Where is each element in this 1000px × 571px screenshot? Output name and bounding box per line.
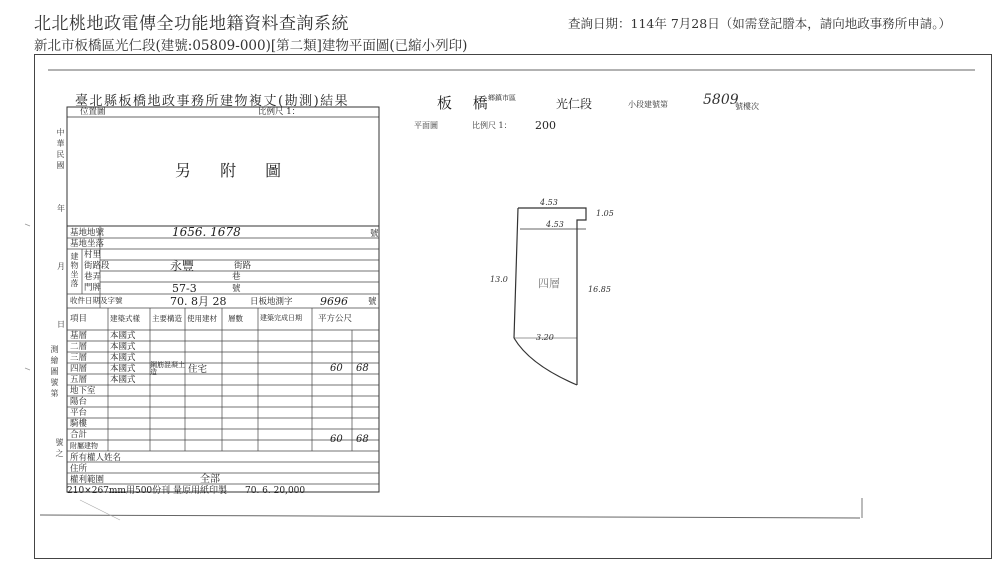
- plan-center-label: 四層: [538, 277, 560, 290]
- rights-value: 全部: [200, 474, 220, 485]
- permit-no-suffix: 號: [368, 297, 377, 307]
- row-attached: 附屬建物: [70, 442, 98, 450]
- permit-date: 70. 8月 28: [170, 295, 227, 308]
- alley-suffix: 巷: [232, 272, 241, 282]
- margin-tick: [25, 368, 30, 370]
- village-label: 村里: [84, 250, 102, 260]
- road-value: 永豐: [170, 259, 195, 273]
- row-style-4: 本國式: [110, 364, 136, 374]
- row-floor-4: 四層: [70, 364, 88, 374]
- col-header-floors: 層數: [228, 314, 243, 323]
- row-total: 合計: [70, 430, 88, 440]
- col-header-date: 建築完成日期: [260, 314, 302, 322]
- dim-right: 16.85: [588, 285, 611, 294]
- lane-label: 巷弄: [84, 272, 102, 282]
- permit-no-value: 9696: [320, 295, 348, 308]
- dim-left: 13.0: [490, 275, 508, 284]
- permit-label: 收件日期及字號: [70, 296, 123, 305]
- plan-scale-value: 200: [535, 119, 556, 132]
- plan-build-suffix: 號樓次: [735, 102, 759, 111]
- row-floor-3: 三層: [70, 353, 88, 363]
- owner-label: 所有權人姓名: [70, 453, 122, 463]
- col-header-item: 項目: [70, 314, 88, 324]
- form-footer: 210×267mm用500份刊 量原用紙印製 70. 6. 20,000: [67, 486, 306, 496]
- margin-era: 中華民國: [56, 128, 65, 172]
- col-header-area: 平方公尺: [318, 314, 353, 324]
- form-scale-label: 比例尺 1：: [258, 107, 301, 117]
- road-label: 街路段: [84, 261, 110, 271]
- header-title: 北北桃地政電傳全功能地籍資料查詢系統: [34, 14, 349, 34]
- plan-small-section: 小段建號第: [628, 100, 668, 109]
- dim-top: 4.53: [540, 198, 558, 207]
- row-area-dec-4: 68: [356, 363, 369, 374]
- dim-bottom: 3.20: [536, 333, 554, 342]
- query-date: 查詢日期：114年 7月28日（如需登記謄本，請向地政事務所申請。）: [568, 16, 951, 31]
- door-suffix: 號: [232, 284, 241, 294]
- scan-bottom-edge: [40, 515, 860, 518]
- rights-label: 權利範圍: [70, 475, 105, 485]
- plan-build-no: 5809: [703, 92, 739, 108]
- col-header-structure: 主要構造: [152, 314, 182, 323]
- row-area-int-4: 60: [330, 363, 343, 374]
- row-style-3: 本國式: [110, 353, 136, 363]
- row-style-2: 本國式: [110, 342, 136, 352]
- row-style-5: 本國式: [110, 375, 136, 385]
- plan-section: 光仁段: [556, 97, 593, 111]
- row-balcony: 陽台: [70, 397, 88, 407]
- dim-top-right: 1.05: [596, 209, 614, 218]
- permit-no-label: 日板地測字: [250, 297, 293, 307]
- location-map-label: 位置圖: [80, 107, 106, 117]
- margin-year: 年: [57, 204, 65, 213]
- base-source-label: 基地坐落: [70, 239, 105, 249]
- margin-day: 日: [57, 320, 65, 329]
- row-structure-4: 鋼筋混凝土造: [150, 361, 185, 376]
- address-label: 住所: [70, 464, 88, 474]
- form-title: 臺北縣板橋地政事務所建物複丈(勘測)結果: [75, 94, 350, 109]
- row-floor-2: 二層: [70, 342, 88, 352]
- row-floor-5: 五層: [70, 375, 88, 385]
- building-location-label: 建物坐落: [70, 252, 79, 288]
- dim-top-inner: 4.53: [546, 220, 564, 229]
- row-platform: 平台: [70, 408, 88, 418]
- header-subtitle: 新北市板橋區光仁段(建號:05809-000)[第二類]建物平面圖(已縮小列印): [34, 38, 468, 54]
- base-lot-label: 基地地號: [70, 228, 105, 238]
- row-arcade: 騎樓: [70, 419, 88, 429]
- margin-tick: [80, 500, 120, 520]
- margin-month: 月: [57, 262, 65, 271]
- floor-plan-outline: [514, 208, 586, 385]
- plan-scale-label: 比例尺 1：: [472, 121, 512, 130]
- margin-tick: [25, 224, 30, 226]
- row-use-4: 住宅: [188, 364, 208, 375]
- total-area-dec: 68: [356, 434, 369, 445]
- base-lot-suffix: 號: [370, 229, 379, 239]
- plan-section-label: 鄉鎮市區: [488, 94, 516, 102]
- door-label: 門牌: [84, 283, 102, 293]
- margin-survey-no: 測繪圖號第: [50, 345, 59, 400]
- row-style-1: 本國式: [110, 331, 136, 341]
- col-header-material: 使用建材: [187, 314, 217, 323]
- row-floor-1: 基層: [70, 331, 88, 341]
- row-basement: 地下室: [70, 386, 96, 396]
- base-lot-value: 1656. 1678: [172, 225, 241, 239]
- plan-plane-map: 平面圖: [414, 121, 438, 130]
- plan-district: 板 橋: [437, 94, 496, 112]
- road-suffix: 街路: [234, 261, 252, 271]
- door-value: 57-3: [172, 282, 197, 295]
- margin-hao: 號之: [55, 438, 64, 460]
- annex-label: 另 附 圖: [175, 161, 294, 180]
- col-header-style: 建築式樣: [110, 314, 140, 323]
- total-area-int: 60: [330, 434, 343, 445]
